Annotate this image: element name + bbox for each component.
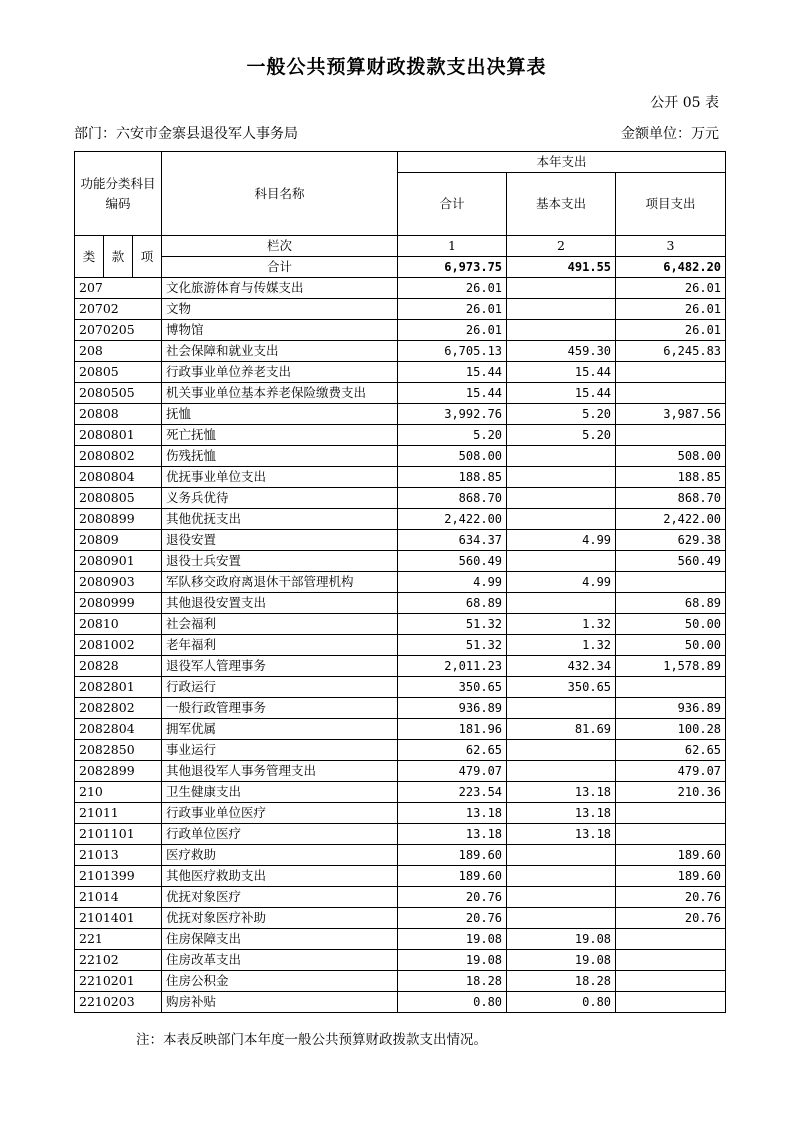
table-row [75, 803, 726, 824]
row-project: 62.65 [616, 740, 726, 761]
table-row [75, 698, 726, 719]
row-project: 20.76 [616, 908, 726, 929]
row-total: 223.54 [398, 782, 507, 803]
row-project [616, 677, 726, 698]
row-code: 20808 [75, 404, 162, 425]
total-row-label: 合计 [162, 257, 398, 278]
row-code: 2210203 [75, 992, 162, 1013]
table-row [75, 446, 726, 467]
row-basic [507, 488, 616, 509]
form-number: 公开 05 表 [650, 95, 719, 111]
row-subject-name: 伤残抚恤 [162, 446, 398, 467]
table-row [75, 488, 726, 509]
row-project: 560.49 [616, 551, 726, 572]
table-row [75, 908, 726, 929]
row-total: 936.89 [398, 698, 507, 719]
row-total: 868.70 [398, 488, 507, 509]
row-basic [507, 320, 616, 341]
row-total: 26.01 [398, 320, 507, 341]
table-row [75, 635, 726, 656]
row-basic [507, 866, 616, 887]
row-project [616, 362, 726, 383]
row-code: 2080899 [75, 509, 162, 530]
row-project: 6,245.83 [616, 341, 726, 362]
table-row [75, 719, 726, 740]
table-row [75, 740, 726, 761]
table-row [75, 971, 726, 992]
table-row [75, 278, 726, 299]
row-project: 2,422.00 [616, 509, 726, 530]
row-total: 62.65 [398, 740, 507, 761]
row-project: 936.89 [616, 698, 726, 719]
header-total: 合计 [398, 173, 507, 236]
row-project [616, 929, 726, 950]
row-total: 3,992.76 [398, 404, 507, 425]
row-code: 22102 [75, 950, 162, 971]
table-row [75, 593, 726, 614]
table-row [75, 341, 726, 362]
table-row [75, 320, 726, 341]
row-project: 50.00 [616, 614, 726, 635]
row-code: 2101401 [75, 908, 162, 929]
row-code: 21011 [75, 803, 162, 824]
row-basic [507, 740, 616, 761]
row-code: 210 [75, 782, 162, 803]
row-total: 189.60 [398, 845, 507, 866]
row-basic [507, 446, 616, 467]
row-project [616, 971, 726, 992]
row-code: 2210201 [75, 971, 162, 992]
row-project: 50.00 [616, 635, 726, 656]
row-basic: 350.65 [507, 677, 616, 698]
row-subject-name: 退役军人管理事务 [162, 656, 398, 677]
row-subject-name: 死亡抚恤 [162, 425, 398, 446]
row-project: 210.36 [616, 782, 726, 803]
header-col3: 3 [616, 236, 726, 257]
row-project: 26.01 [616, 299, 726, 320]
row-code: 2080804 [75, 467, 162, 488]
row-total: 560.49 [398, 551, 507, 572]
row-basic [507, 509, 616, 530]
row-subject-name: 卫生健康支出 [162, 782, 398, 803]
row-project: 26.01 [616, 320, 726, 341]
row-subject-name: 其他退役安置支出 [162, 593, 398, 614]
row-total: 19.08 [398, 929, 507, 950]
row-code: 2080805 [75, 488, 162, 509]
row-subject-name: 拥军优属 [162, 719, 398, 740]
row-subject-name: 优抚对象医疗 [162, 887, 398, 908]
row-project [616, 992, 726, 1013]
row-project: 868.70 [616, 488, 726, 509]
row-project: 188.85 [616, 467, 726, 488]
header-func-code: 功能分类科目编码 [75, 152, 162, 236]
table-row [75, 362, 726, 383]
row-total: 4.99 [398, 572, 507, 593]
row-total: 2,422.00 [398, 509, 507, 530]
table-note: 注：本表反映部门本年度一般公共预算财政拨款支出情况。 [136, 1032, 487, 1048]
row-project: 1,578.89 [616, 656, 726, 677]
row-code: 2101101 [75, 824, 162, 845]
row-subject-name: 住房公积金 [162, 971, 398, 992]
row-project: 189.60 [616, 866, 726, 887]
row-project [616, 803, 726, 824]
row-basic [507, 278, 616, 299]
row-total: 20.76 [398, 908, 507, 929]
row-basic: 4.99 [507, 572, 616, 593]
table-row [75, 950, 726, 971]
row-project: 100.28 [616, 719, 726, 740]
header-kuan: 款 [104, 236, 133, 278]
header-col2: 2 [507, 236, 616, 257]
total-row-basic: 491.55 [507, 257, 616, 278]
row-total: 5.20 [398, 425, 507, 446]
row-total: 0.80 [398, 992, 507, 1013]
header-basic: 基本支出 [507, 173, 616, 236]
row-basic [507, 299, 616, 320]
row-basic [507, 845, 616, 866]
row-total: 18.28 [398, 971, 507, 992]
row-subject-name: 事业运行 [162, 740, 398, 761]
row-code: 20805 [75, 362, 162, 383]
row-basic: 5.20 [507, 425, 616, 446]
row-basic: 19.08 [507, 950, 616, 971]
row-total: 26.01 [398, 278, 507, 299]
row-code: 2082899 [75, 761, 162, 782]
table-row [75, 866, 726, 887]
row-basic: 15.44 [507, 362, 616, 383]
row-total: 15.44 [398, 383, 507, 404]
row-subject-name: 社会保障和就业支出 [162, 341, 398, 362]
header-column-order: 栏次 [162, 236, 398, 257]
row-total: 51.32 [398, 635, 507, 656]
table-row [75, 782, 726, 803]
row-code: 208 [75, 341, 162, 362]
row-basic: 15.44 [507, 383, 616, 404]
row-project [616, 425, 726, 446]
row-project: 508.00 [616, 446, 726, 467]
row-basic [507, 887, 616, 908]
row-total: 350.65 [398, 677, 507, 698]
row-code: 20828 [75, 656, 162, 677]
row-basic [507, 698, 616, 719]
row-subject-name: 抚恤 [162, 404, 398, 425]
row-total: 189.60 [398, 866, 507, 887]
row-project: 68.89 [616, 593, 726, 614]
row-project: 629.38 [616, 530, 726, 551]
row-total: 13.18 [398, 803, 507, 824]
row-project [616, 824, 726, 845]
header-xiang: 项 [133, 236, 162, 278]
table-row [75, 824, 726, 845]
row-basic: 459.30 [507, 341, 616, 362]
table-row [75, 656, 726, 677]
table-row [75, 530, 726, 551]
table-row [75, 761, 726, 782]
row-project: 26.01 [616, 278, 726, 299]
row-code: 2080505 [75, 383, 162, 404]
row-subject-name: 其他退役军人事务管理支出 [162, 761, 398, 782]
table-row [75, 992, 726, 1013]
row-basic: 432.34 [507, 656, 616, 677]
row-subject-name: 社会福利 [162, 614, 398, 635]
row-code: 221 [75, 929, 162, 950]
row-basic: 1.32 [507, 614, 616, 635]
row-total: 479.07 [398, 761, 507, 782]
row-subject-name: 老年福利 [162, 635, 398, 656]
table-row [75, 929, 726, 950]
header-subject-name: 科目名称 [162, 152, 398, 236]
row-project [616, 950, 726, 971]
row-subject-name: 一般行政管理事务 [162, 698, 398, 719]
row-subject-name: 行政事业单位养老支出 [162, 362, 398, 383]
row-total: 13.18 [398, 824, 507, 845]
row-basic [507, 551, 616, 572]
row-total: 188.85 [398, 467, 507, 488]
row-subject-name: 优抚对象医疗补助 [162, 908, 398, 929]
row-total: 26.01 [398, 299, 507, 320]
row-subject-name: 文物 [162, 299, 398, 320]
row-code: 21014 [75, 887, 162, 908]
row-basic: 13.18 [507, 803, 616, 824]
table-row [75, 614, 726, 635]
row-code: 20702 [75, 299, 162, 320]
row-project: 20.76 [616, 887, 726, 908]
row-subject-name: 义务兵优待 [162, 488, 398, 509]
row-code: 2082802 [75, 698, 162, 719]
table-row [75, 425, 726, 446]
row-subject-name: 其他医疗救助支出 [162, 866, 398, 887]
row-basic: 5.20 [507, 404, 616, 425]
row-basic: 18.28 [507, 971, 616, 992]
row-subject-name: 住房改革支出 [162, 950, 398, 971]
row-subject-name: 行政单位医疗 [162, 824, 398, 845]
row-basic [507, 908, 616, 929]
table-row [75, 299, 726, 320]
page-title: 一般公共预算财政拨款支出决算表 [246, 56, 547, 78]
header-col1: 1 [398, 236, 507, 257]
row-basic: 1.32 [507, 635, 616, 656]
unit-label: 金额单位：万元 [621, 126, 719, 142]
department-label: 部门：六安市金寨县退役军人事务局 [74, 126, 298, 142]
row-subject-name: 退役士兵安置 [162, 551, 398, 572]
row-basic [507, 467, 616, 488]
row-total: 634.37 [398, 530, 507, 551]
row-total: 51.32 [398, 614, 507, 635]
row-subject-name: 医疗救助 [162, 845, 398, 866]
row-subject-name: 购房补贴 [162, 992, 398, 1013]
row-code: 2080802 [75, 446, 162, 467]
table-row [75, 572, 726, 593]
row-total: 68.89 [398, 593, 507, 614]
row-project [616, 383, 726, 404]
row-total: 181.96 [398, 719, 507, 740]
table-row [75, 677, 726, 698]
total-row-project: 6,482.20 [616, 257, 726, 278]
row-subject-name: 军队移交政府离退休干部管理机构 [162, 572, 398, 593]
row-code: 2081002 [75, 635, 162, 656]
row-basic: 4.99 [507, 530, 616, 551]
row-total: 15.44 [398, 362, 507, 383]
row-basic [507, 593, 616, 614]
total-row-total: 6,973.75 [398, 257, 507, 278]
table-row [75, 404, 726, 425]
row-code: 2101399 [75, 866, 162, 887]
row-basic: 81.69 [507, 719, 616, 740]
row-basic: 0.80 [507, 992, 616, 1013]
row-project: 3,987.56 [616, 404, 726, 425]
row-code: 2082801 [75, 677, 162, 698]
row-total: 20.76 [398, 887, 507, 908]
row-project: 479.07 [616, 761, 726, 782]
row-code: 21013 [75, 845, 162, 866]
row-code: 2082850 [75, 740, 162, 761]
table-row [75, 467, 726, 488]
row-code: 2080903 [75, 572, 162, 593]
header-lei: 类 [75, 236, 104, 278]
row-basic: 13.18 [507, 782, 616, 803]
row-total: 508.00 [398, 446, 507, 467]
row-project: 189.60 [616, 845, 726, 866]
table-row [75, 887, 726, 908]
row-total: 6,705.13 [398, 341, 507, 362]
row-subject-name: 机关事业单位基本养老保险缴费支出 [162, 383, 398, 404]
row-subject-name: 行政事业单位医疗 [162, 803, 398, 824]
table-row [75, 551, 726, 572]
row-code: 2070205 [75, 320, 162, 341]
row-code: 2080801 [75, 425, 162, 446]
row-subject-name: 其他优抚支出 [162, 509, 398, 530]
header-project: 项目支出 [616, 173, 726, 236]
row-code: 2082804 [75, 719, 162, 740]
row-total: 2,011.23 [398, 656, 507, 677]
row-code: 2080901 [75, 551, 162, 572]
table-row [75, 509, 726, 530]
row-basic: 19.08 [507, 929, 616, 950]
table-row [75, 845, 726, 866]
row-code: 2080999 [75, 593, 162, 614]
row-subject-name: 退役安置 [162, 530, 398, 551]
row-basic [507, 761, 616, 782]
row-subject-name: 优抚事业单位支出 [162, 467, 398, 488]
row-subject-name: 博物馆 [162, 320, 398, 341]
row-project [616, 572, 726, 593]
expenditure-table [74, 151, 726, 1013]
header-current-year: 本年支出 [398, 152, 726, 173]
row-subject-name: 文化旅游体育与传媒支出 [162, 278, 398, 299]
row-subject-name: 住房保障支出 [162, 929, 398, 950]
row-total: 19.08 [398, 950, 507, 971]
row-code: 20810 [75, 614, 162, 635]
row-code: 20809 [75, 530, 162, 551]
table-row [75, 383, 726, 404]
row-code: 207 [75, 278, 162, 299]
row-subject-name: 行政运行 [162, 677, 398, 698]
row-basic: 13.18 [507, 824, 616, 845]
